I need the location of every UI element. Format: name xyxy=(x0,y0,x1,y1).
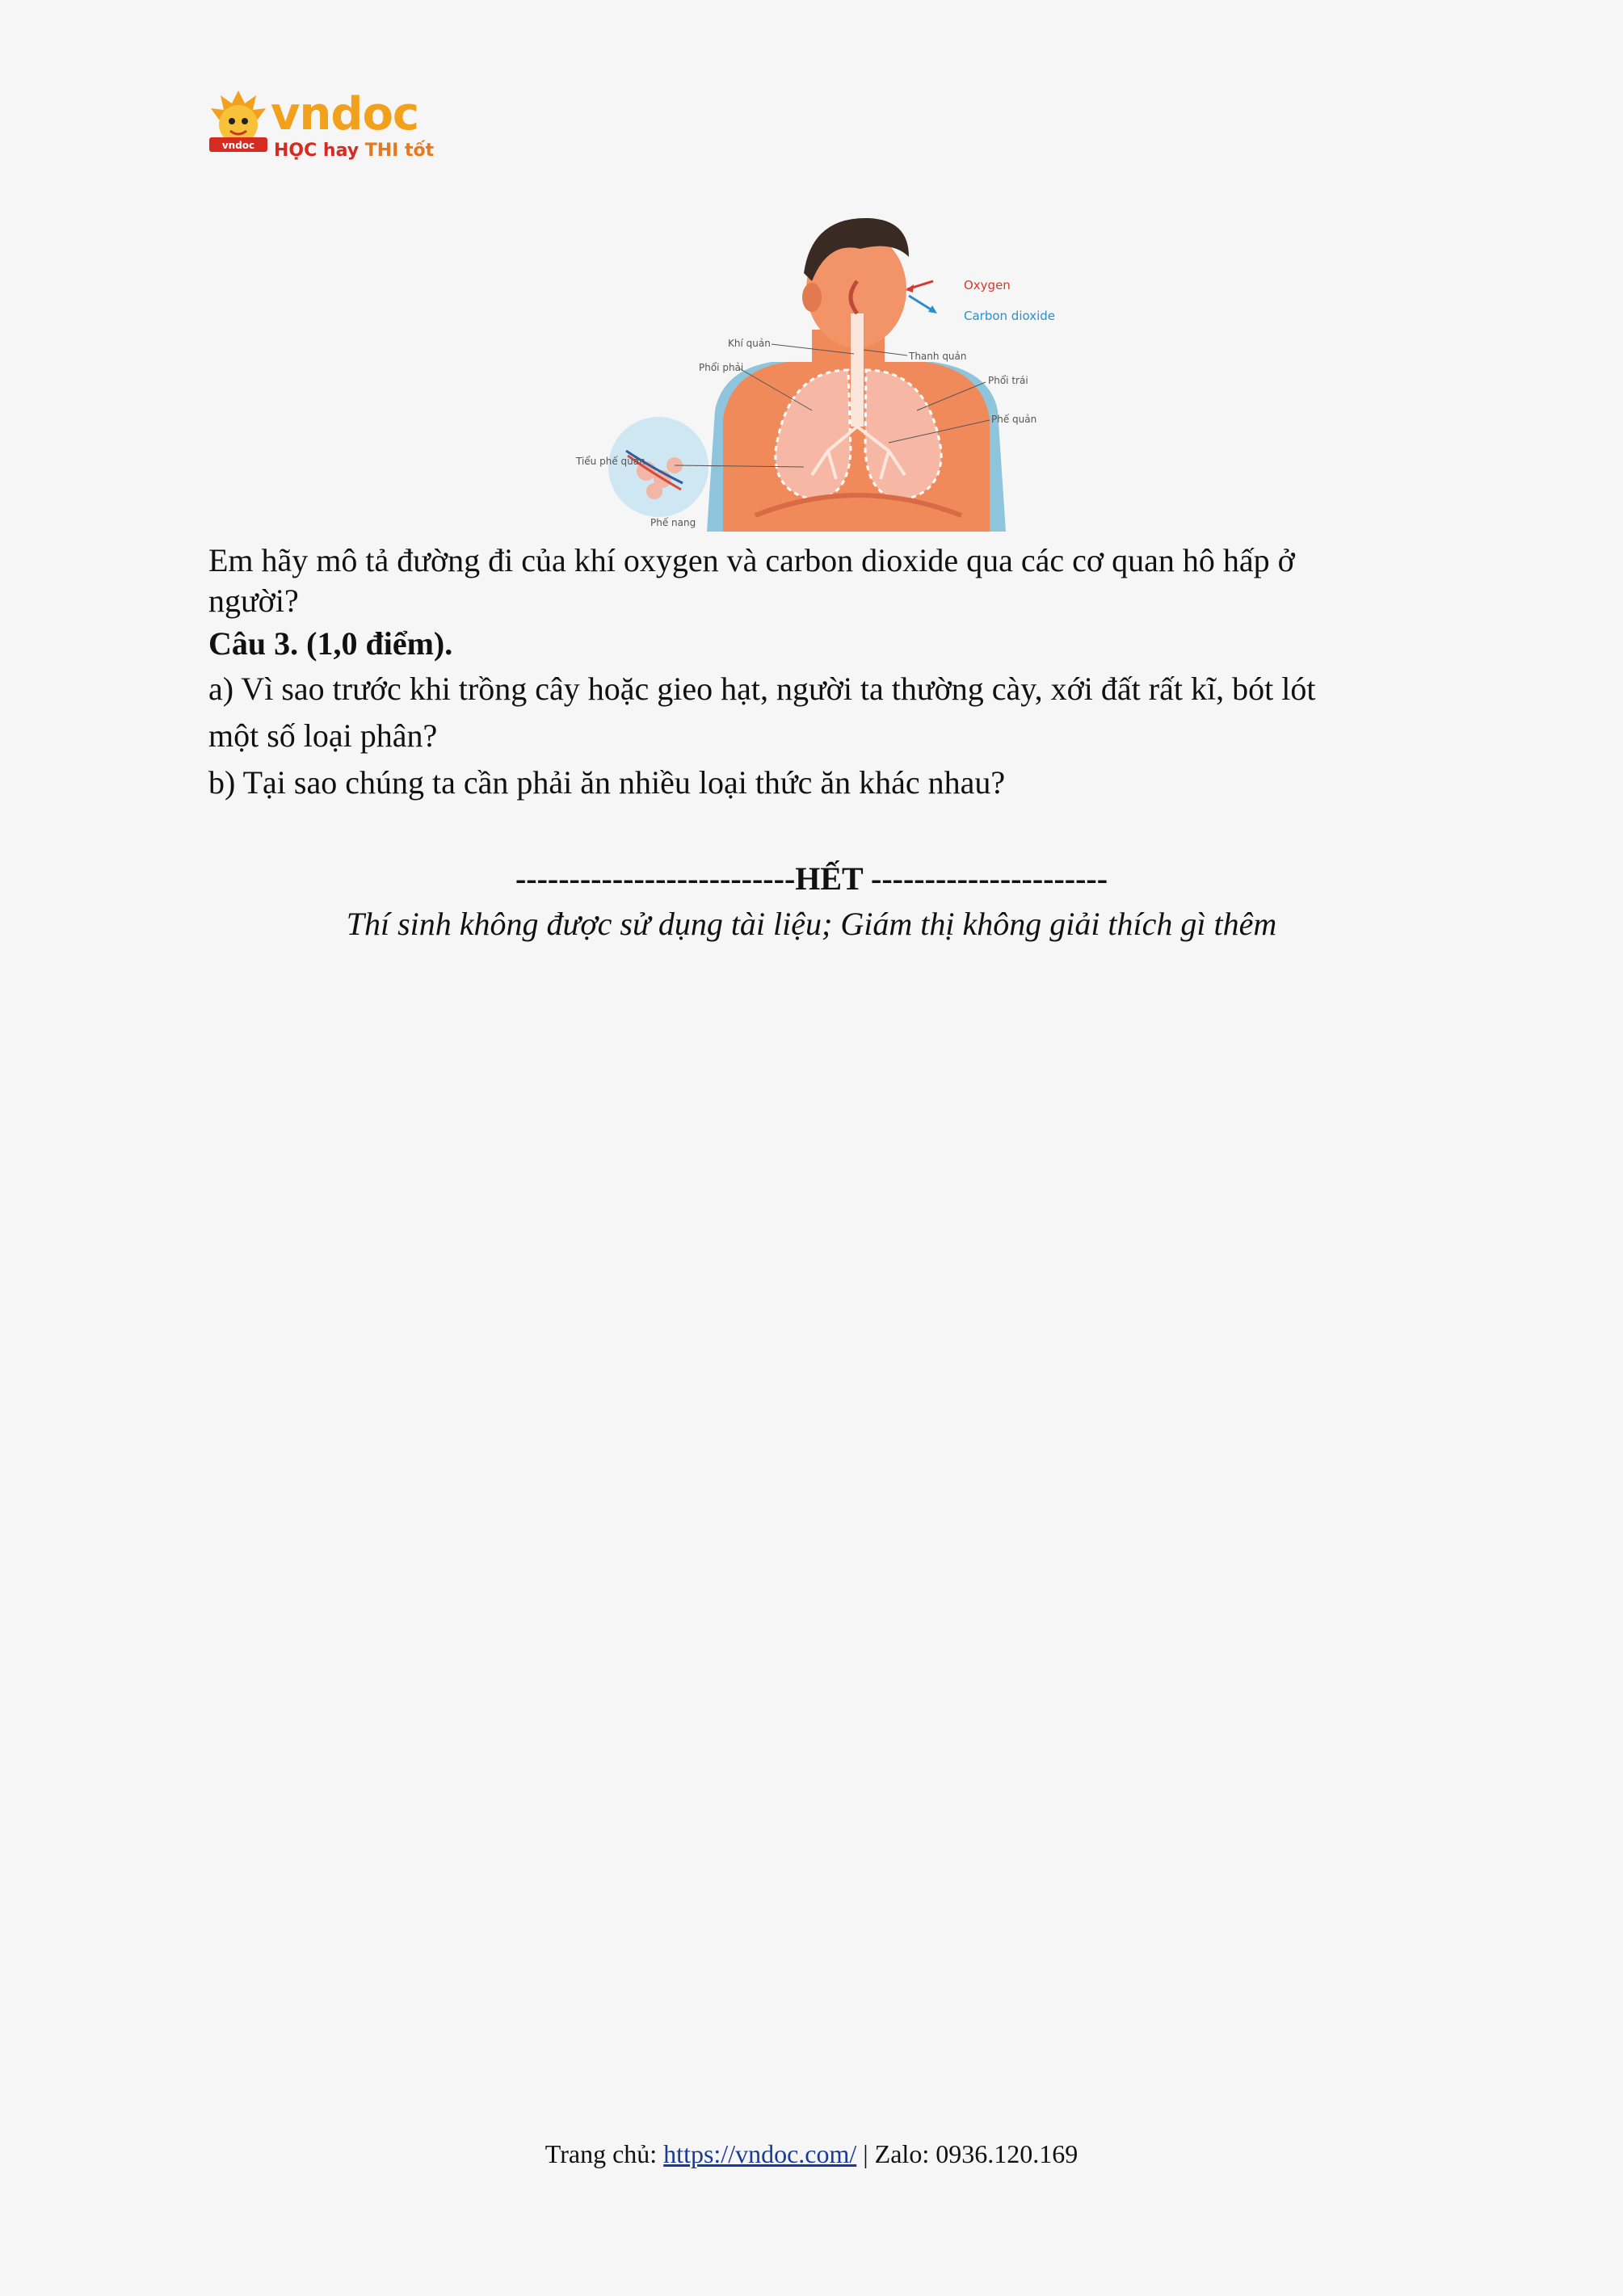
label-oxygen: Oxygen xyxy=(964,278,1011,292)
question3-a-line2: một số loại phân? xyxy=(208,717,438,754)
label-phoi-phai: Phổi phải xyxy=(699,362,744,373)
footer-link[interactable]: https://vndoc.com/ xyxy=(663,2139,857,2168)
logo-tagline xyxy=(274,141,434,161)
tagline-part2: THI tốt xyxy=(364,141,435,161)
label-thanh-quan: Thanh quản xyxy=(909,351,967,362)
question3-a-line1: a) Vì sao trước khi trồng cây hoặc gieo hạt, người ta thường cày, xới đất rất kĩ, bót lót xyxy=(208,671,1316,707)
respiratory-system-illustration xyxy=(570,208,1074,533)
page-footer xyxy=(0,2139,1623,2169)
question3-title: Câu 3. (1,0 điểm). xyxy=(208,625,453,662)
vndoc-logo[interactable] xyxy=(206,87,435,168)
exam-note: Thí sinh không được sử dụng tài liệu; Giám thị không giải thích gì thêm xyxy=(346,906,1277,942)
label-khi-quan: Khí quản xyxy=(728,338,771,349)
end-marker: --------------------------HẾT ---------------------- xyxy=(515,860,1108,897)
logo-wordmark: vndoc xyxy=(271,88,419,141)
footer-suffix: | Zalo: 0936.120.169 xyxy=(856,2139,1078,2168)
respiratory-diagram xyxy=(570,208,1074,533)
question2-line1: Em hãy mô tả đường đi của khí oxygen và carbon dioxide qua các cơ quan hô hấp ở xyxy=(208,542,1295,578)
label-phe-nang: Phế nang xyxy=(650,517,696,528)
question2-line2: người? xyxy=(208,582,299,619)
label-tieu-phe-quan: Tiểu phế quản xyxy=(576,456,645,467)
footer-prefix: Trang chủ: xyxy=(545,2139,664,2168)
tagline-part1: HỌC hay xyxy=(274,141,365,161)
logo-badge: vndoc xyxy=(221,140,255,151)
label-phe-quan: Phế quản xyxy=(991,414,1037,425)
question3-b: b) Tại sao chúng ta cần phải ăn nhiều loại thức ăn khác nhau? xyxy=(208,764,1006,801)
mascot-icon xyxy=(206,87,271,160)
label-phoi-trai: Phổi trái xyxy=(988,375,1028,386)
label-carbon-dioxide: Carbon dioxide xyxy=(964,309,1056,323)
